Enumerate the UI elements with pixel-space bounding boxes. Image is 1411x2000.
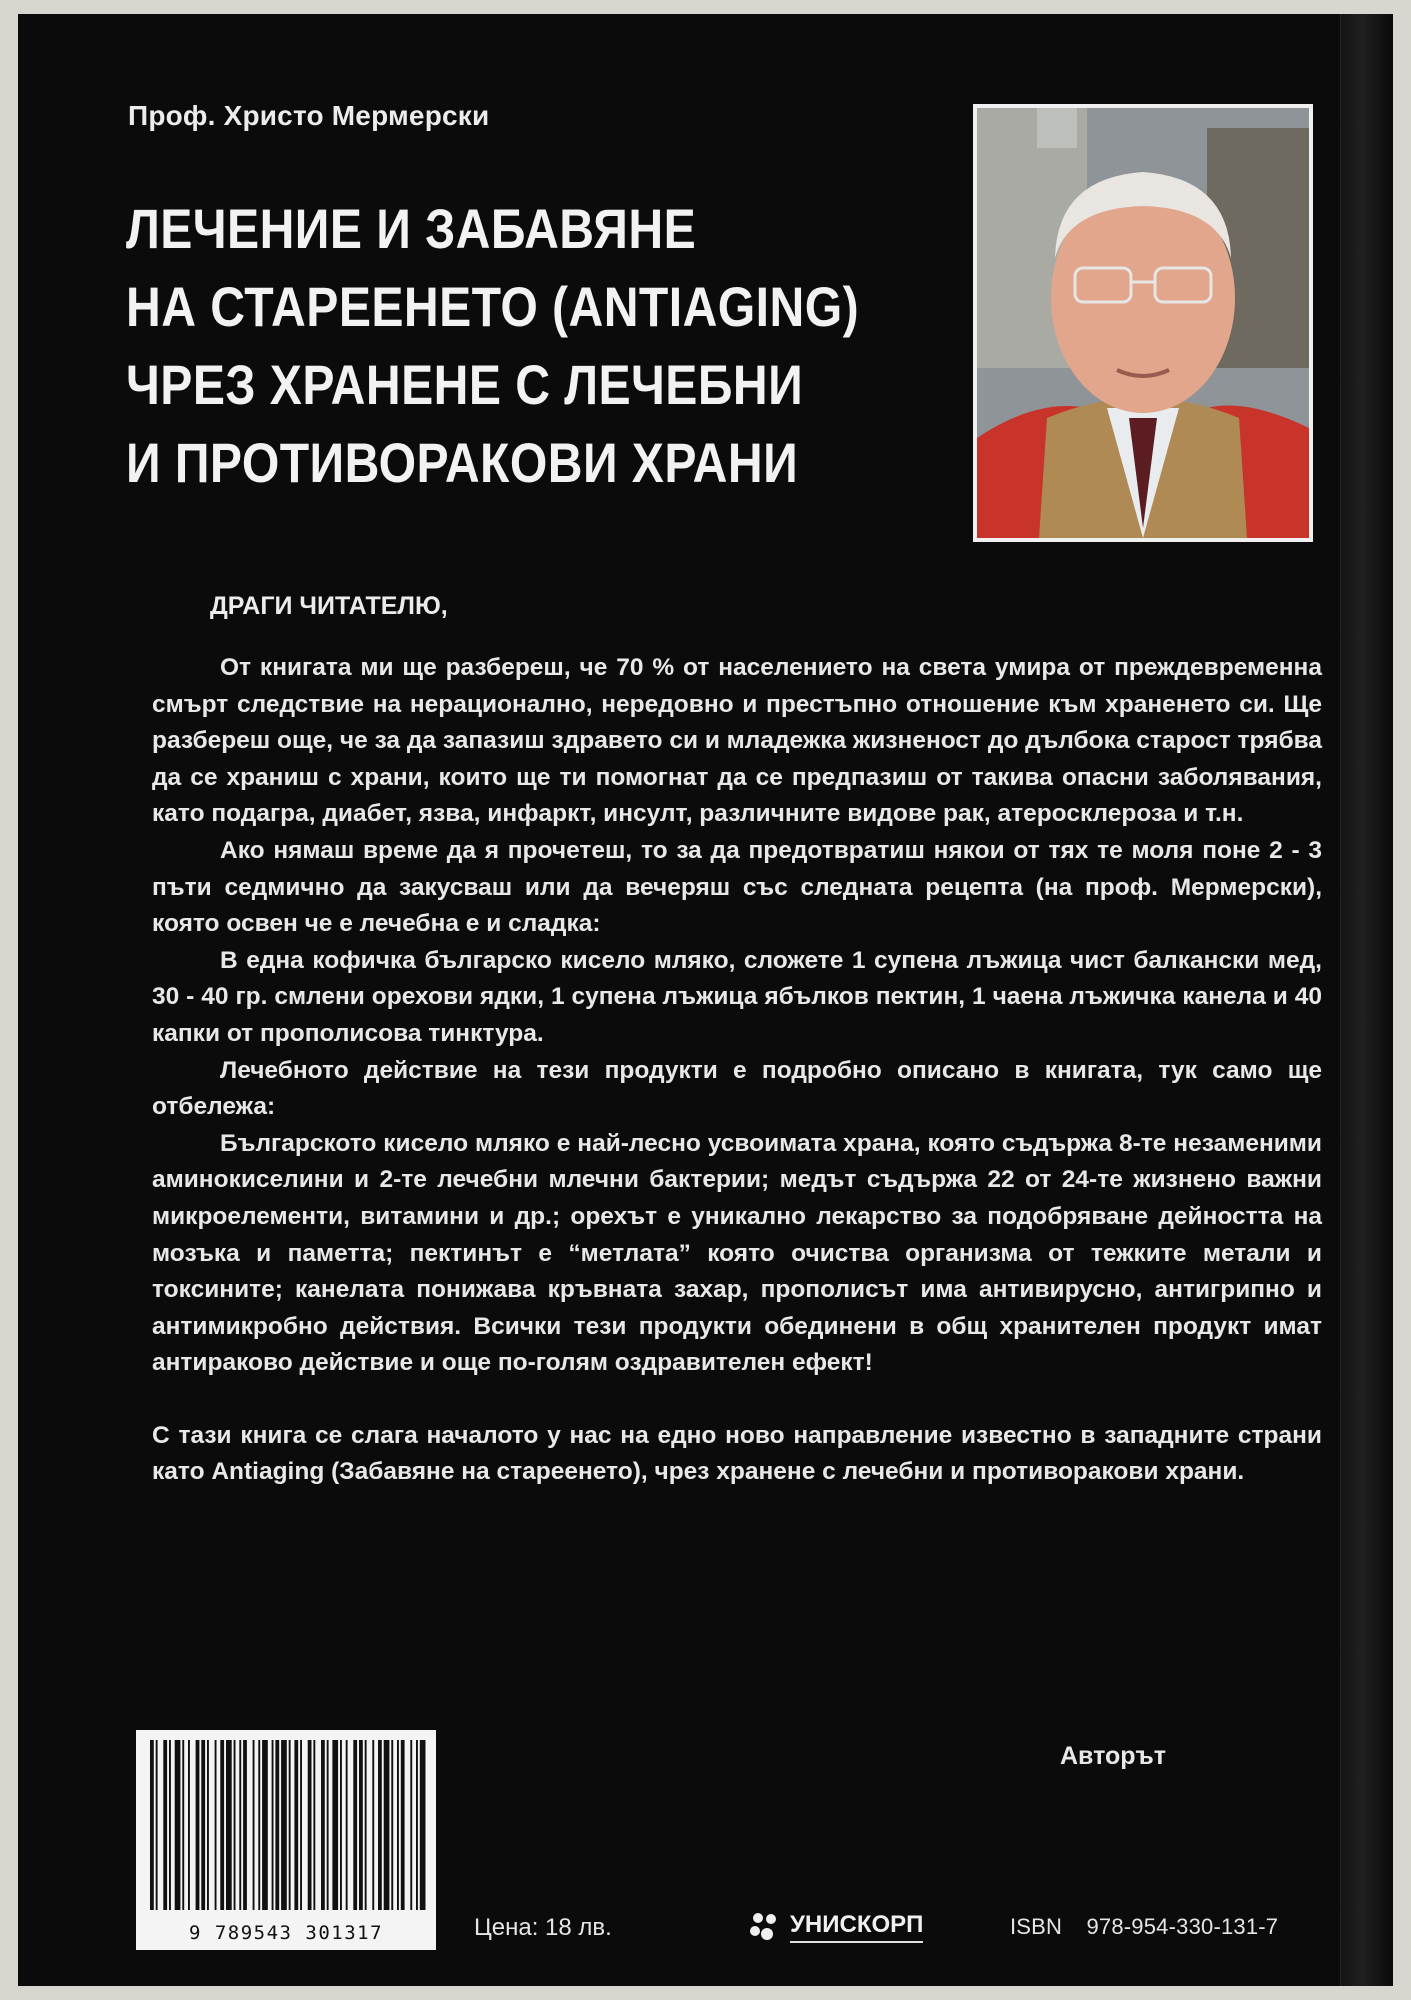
title-line-3: ЧРЕЗ ХРАНЕНЕ С ЛЕЧЕБНИ [126, 353, 804, 416]
isbn-label: ISBN [1010, 1914, 1063, 1939]
barcode-digits: 9 789543 301317 [188, 1922, 384, 1944]
blurb-text [152, 650, 1322, 1491]
spine-edge [1340, 14, 1393, 1986]
blurb-paragraph-2: Ако нямаш време да я прочетеш, то за да предотвратиш някои от тях те моля поне 2 - 3 пъти седмично да закусваш или да вечеряш със следната рецепта (на проф. Мермерски), която освен че е лечебна е и сладка: [152, 836, 1322, 938]
barcode-bars [136, 1730, 436, 1920]
title-line-2: НА СТАРЕЕНЕТО (ANTIAGING) [126, 275, 860, 338]
blurb-paragraph-1: От книгата ми ще разбереш, че 70 % от населението на света умира от преждевременна смърт следствие на нерационално, нередовно и престъпно отношение към храненето си. Ще разбереш още, че за да запазиш здравето си и младежка жизненост до дълбока старост трябва да се храниш с храни, които ще ти помогнат да се предпазиш от такива опасни заболявания, като подагра, диабет, язва, инфаркт, инсулт, различните видове рак, атеросклероза и т.н. [152, 654, 1322, 828]
author-name: Проф. Христо Мермерски [128, 100, 490, 131]
title-line-1: ЛЕЧЕНИЕ И ЗАБАВЯНЕ [126, 197, 697, 260]
publisher-logo [748, 1910, 923, 1944]
blurb-paragraph-3: В една кофичка българско кисело мляко, сложете 1 супена лъжица чист балкански мед, 30 - 40 гр. смлени орехови ядки, 1 супена лъжица ябълков пектин, 1 чаена лъжичка канела и 40 капки от прополисова тинктура. [152, 946, 1322, 1047]
salutation: ДРАГИ ЧИТАТЕЛЮ, [210, 592, 448, 620]
closing-paragraph: С тази книга се слага началото у нас на едно ново направление известно в западните страни като Antiaging (Забавяне на стареенето), чрез хранене с лечебни и противоракови храни. [152, 1421, 1322, 1486]
isbn [1010, 1914, 1278, 1940]
blurb-paragraph-5: Българското кисело мляко е най-лесно усвоимата храна, която съдържа 8-те незаменими аминокиселини и 2-те лечебни млечни бактерии; медът съдържа 22 от 24-те жизнено важни микроелементи, витамини и др.; орехът е уникално лекарство за подобряване дейността на мозъка и паметта; пектинът е “метлата” която очиства организма от тежките метали и токсините; канелата понижава кръвната захар, прополисът има антивирусно, антигрипно и антимикробно действия. Всички тези продукти обединени в общ хранителен продукт имат антираково действие и още по-голям оздравителен ефект! [152, 1129, 1322, 1377]
price: Цена: 18 лв. [474, 1914, 612, 1941]
author-photo [973, 104, 1313, 542]
publisher-emblem-icon [748, 1910, 782, 1944]
signature: Авторът [1060, 1742, 1167, 1770]
publisher-name: УНИСКОРП [790, 1911, 923, 1943]
book-back-cover [18, 14, 1393, 1986]
title-line-4: И ПРОТИВОРАКОВИ ХРАНИ [126, 431, 799, 494]
isbn-number: 978-954-330-131-7 [1086, 1914, 1279, 1939]
blurb-paragraph-4: Лечебното действие на тези продукти е подробно описано в книгата, тук само ще отбележа: [152, 1056, 1322, 1121]
book-title [126, 190, 860, 502]
barcode [136, 1730, 436, 1950]
